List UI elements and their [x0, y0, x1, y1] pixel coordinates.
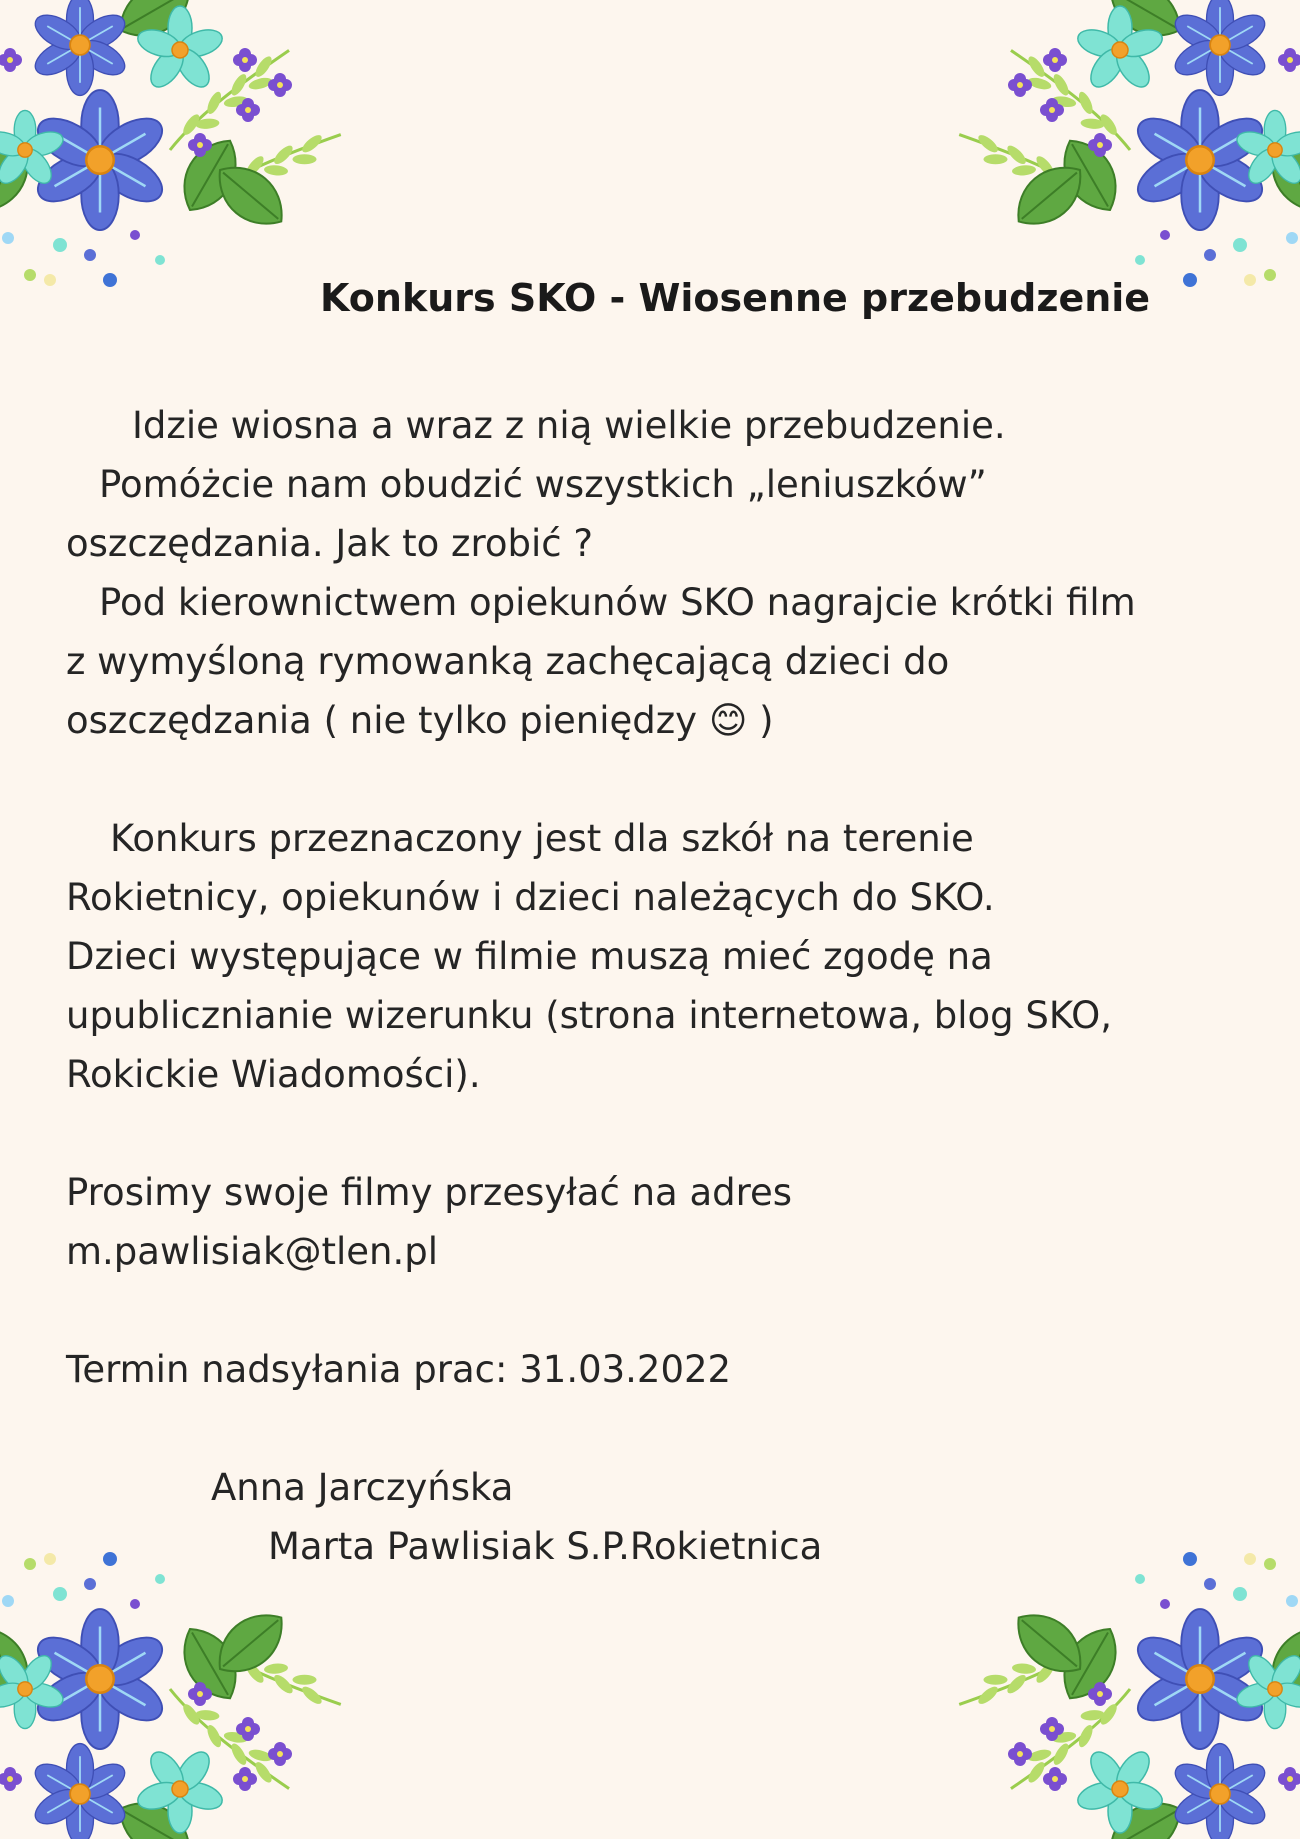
intro-paragraph: [66, 396, 1246, 750]
rules-line: Dzieci występujące w filmie muszą mieć zgodę na: [66, 935, 993, 978]
floral-decoration-top-left: [0, 0, 480, 320]
rules-line: Rokietnicy, opiekunów i dzieci należących do SKO.: [66, 876, 995, 919]
floral-decoration-top-right: [820, 0, 1300, 320]
rules-line: Konkurs przeznaczony jest dla szkół na terenie: [110, 817, 974, 860]
submission-info: [66, 1163, 1246, 1281]
signatures: [66, 1458, 1246, 1576]
signature-name: Marta Pawlisiak S.P.Rokietnica: [268, 1525, 823, 1568]
intro-line: Idzie wiosna a wraz z nią wielkie przebudzenie.: [132, 404, 1006, 447]
page-title: Konkurs SKO - Wiosenne przebudzenie: [320, 276, 1151, 320]
deadline: Termin nadsyłania prac: 31.03.2022: [66, 1348, 732, 1391]
intro-line: oszczędzania ( nie tylko pieniędzy 😊 ): [66, 699, 774, 742]
intro-line: Pomóżcie nam obudzić wszystkich „leniuszków”: [99, 463, 987, 506]
signature-name: Anna Jarczyńska: [211, 1466, 514, 1509]
poster-body: [66, 396, 1246, 1576]
intro-line: oszczędzania. Jak to zrobić ?: [66, 522, 594, 565]
rules-line: upublicznianie wizerunku (strona internetowa, blog SKO,: [66, 994, 1112, 1037]
contact-email: m.pawlisiak@tlen.pl: [66, 1230, 438, 1273]
intro-line: z wymyśloną rymowanką zachęcającą dzieci do: [66, 640, 950, 683]
submission-text: Prosimy swoje filmy przesyłać na adres: [66, 1171, 793, 1214]
rules-paragraph: [66, 809, 1246, 1104]
rules-line: Rokickie Wiadomości).: [66, 1053, 481, 1096]
intro-line: Pod kierownictwem opiekunów SKO nagrajcie krótki film: [99, 581, 1136, 624]
